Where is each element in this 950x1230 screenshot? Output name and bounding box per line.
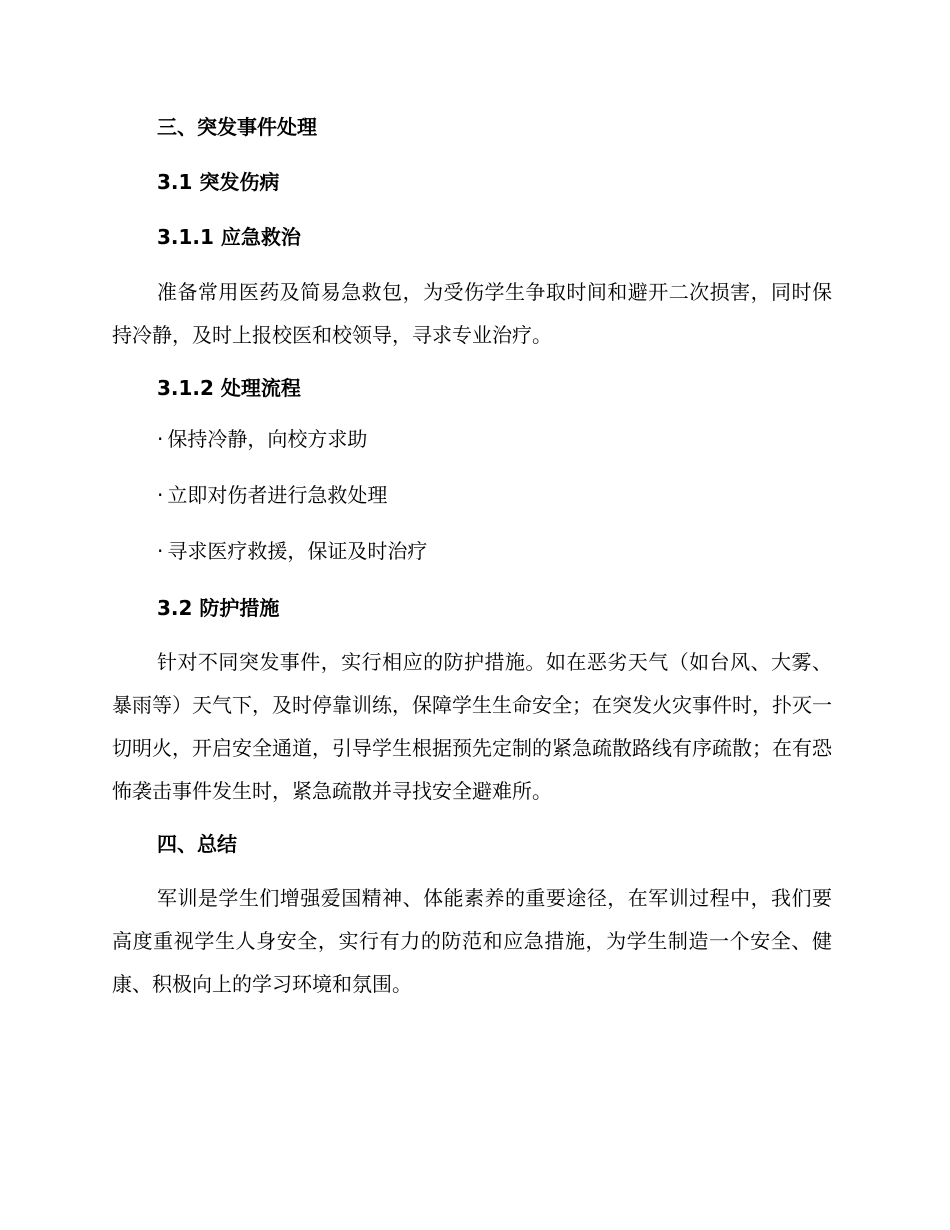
section-4-heading: 四、总结 <box>157 832 237 856</box>
section-3-1-heading: 3.1 突发伤病 <box>157 170 280 194</box>
section-3-2-paragraph: 针对不同突发事件，实行相应的防护措施。如在恶劣天气（如台风、大雾、暴雨等）天气下，及时停靠训练，保障学生生命安全；在突发火灾事件时，扑灭一切明火，开启安全通道，引导学生根据预先定制的紧急疏散路线有序疏散；在有恐怖袭击事件发生时，紧急疏散并寻找安全避难所。 <box>112 650 832 803</box>
list-item: · 保持冷静，向校方求助 <box>157 425 427 481</box>
section-3-1-2-heading: 3.1.2 处理流程 <box>157 376 301 400</box>
section-3-2-heading: 3.2 防护措施 <box>157 596 280 620</box>
section-3-1-1-paragraph: 准备常用医药及简易急救包，为受伤学生争取时间和避开二次损害，同时保持冷静，及时上报校医和校领导，寻求专业治疗。 <box>112 280 832 347</box>
process-list <box>157 425 427 593</box>
list-item: · 寻求医疗救援，保证及时治疗 <box>157 537 427 593</box>
section-3-1-1-heading: 3.1.1 应急救治 <box>157 225 301 249</box>
section-3-heading: 三、突发事件处理 <box>157 115 317 139</box>
list-item: · 立即对伤者进行急救处理 <box>157 481 427 537</box>
section-4-paragraph: 军训是学生们增强爱国精神、体能素养的重要途径，在军训过程中，我们要高度重视学生人身安全，实行有力的防范和应急措施，为学生制造一个安全、健康、积极向上的学习环境和氛围。 <box>112 886 832 996</box>
